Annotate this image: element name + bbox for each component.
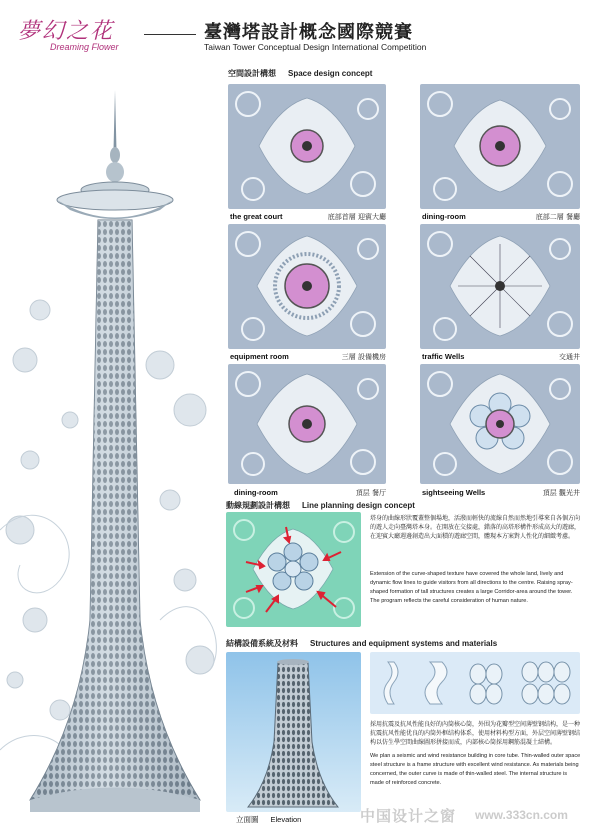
elevation-render [226, 652, 361, 812]
tile-caption-en: equipment room [230, 352, 289, 361]
line-planning-text-cn: 塔身的曲線形狀覆蓋整個場地，活潑而輕快的流線自然而然地引導來自各個方向的遊人走向臺灣塔本身。在開放在交接處，錯落的高塔形構件形成高大的遊廊，在迎賓大廳週邊創造出大面積的遊廊空間，體現本方案對人性化的細緻考慮。 [370, 515, 581, 540]
tower-illustration [0, 60, 225, 831]
tile-caption-en: the great court [230, 212, 283, 221]
structures-text-cn: 採用抗震及抗风性能良好的內筒核心筒，外围为花瓣型空间薄壁钢结构，是一种抗震抗风性能优良的内筒外框结构体系，使用材料构型方面，外层空间薄壁钢结构以仿生學空間曲線圖形拼接而成，内部核心筒採用鋼筋混凝土結構。 [370, 721, 581, 746]
watermark-text: 中国设计之窗 [360, 808, 457, 825]
tile-caption-en: traffic Wells [422, 352, 465, 361]
line-planning-heading [226, 500, 427, 511]
space-design-heading-en: Space design concept [288, 69, 373, 78]
page-title-chinese: 臺灣塔設計概念國際競賽 [204, 22, 413, 43]
plan-tile-great-court [228, 84, 386, 209]
tile-caption-cn: 底部二層 餐廳 [535, 213, 580, 221]
page-title-english: Taiwan Tower Conceptual Design International Competition [204, 42, 427, 52]
structures-heading [226, 638, 509, 649]
tile-caption-en: dining-room [234, 488, 278, 497]
structure-module-diagram [370, 652, 580, 714]
tile-caption-cn: 底部首層 迎賓大廳 [327, 213, 386, 221]
logo-english: Dreaming Flower [50, 42, 119, 52]
watermark-url: www.333cn.com [475, 808, 568, 822]
tile-caption-cn: 三層 設備機房 [341, 353, 386, 361]
plan-tile-traffic-wells [420, 224, 580, 349]
logo-chinese: 夢幻之花 [18, 19, 115, 44]
elevation-label-en: Elevation [270, 815, 302, 824]
plan-tile-dining-room [420, 84, 580, 209]
space-design-heading-cn: 空間設計構想 [228, 69, 276, 78]
flow-line-diagram [226, 512, 361, 627]
tile-caption-en: sightseeing Wells [422, 488, 486, 497]
tile-caption-en: dining-room [422, 212, 466, 221]
structures-heading-cn: 結構設備系統及材料 [226, 639, 298, 648]
tile-caption-cn: 頂层 觀光井 [542, 489, 580, 497]
plan-tile-equipment-room [228, 224, 386, 349]
structures-heading-en: Structures and equipment systems and materials [310, 639, 498, 648]
line-planning-heading-cn: 動線規劃設計構想 [226, 501, 290, 510]
line-planning-heading-en: Line planning design concept [302, 501, 415, 510]
elevation-label-cn: 立面圖 [236, 815, 259, 824]
plan-tile-sightseeing-wells [420, 364, 580, 484]
space-design-heading [228, 68, 384, 79]
structures-text-en: We plan a seismic and wind resistance building in core tube. Thin-walled outer space steel structure is a frame structure with excellent wind resistance. As materials being concerned, the outer curve is made of thin-walled steel. The internal structure is made of reinforced concrete. [370, 753, 581, 786]
header-divider [144, 34, 196, 35]
plan-tile-top-dining-room [228, 364, 386, 484]
elevation-label [236, 814, 301, 825]
line-planning-text-en: Extension of the curve-shaped texture have covered the whole land, lively and dynamic flow lines to guide visitors from all directions to the centre. Raising spray-shaped formation of tall structures creates a large Corridor-area around the tower. The program reflects the careful consideration of human nature. [370, 571, 573, 604]
tile-caption-cn: 頂层 餐厅 [355, 489, 386, 497]
tile-caption-cn: 交通井 [559, 353, 580, 361]
